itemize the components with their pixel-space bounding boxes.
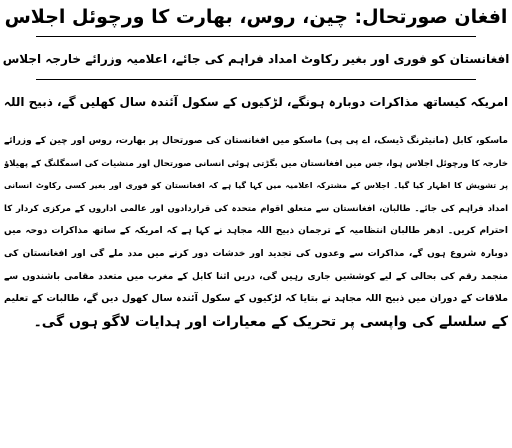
article-line: منجمد رقم کی بحالی کے لیے کوششیں جاری رہیں گی، دریں اثنا کابل کے مغرب میں متعدد مقامی باشندوں سے [4,271,508,282]
headline-title: افغان صورتحال: چین، روس، بھارت کا ورچوئل اجلاس [4,6,508,28]
headline-subtitle: افغانستان کو فوری اور بغیر رکاوٹ امداد فراہم کی جائے، اعلامیہ وزرائے خارجہ اجلاس [2,52,510,66]
article-line: پر تشویش کا اظہار کیا گیا۔ اجلاس کے مشترکہ اعلامیہ میں کہا گیا ہے کہ افغانستان کو فوری اور بغیر کسی رکاوٹ انسانی [4,181,508,191]
article-line: ماسکو، کابل (مانیٹرنگ ڈیسک، اے پی پی) ماسکو میں افغانستان کی صورتحال پر بھارت، روس اور چین کے وزرائے [4,136,508,146]
article-line: کے سلسلے کی واپسی پر تحریک کے معیارات اور ہدایات لاگو ہوں گی۔ [33,313,508,330]
article-line: احترام کریں۔ ادھر طالبان انتظامیہ کے ترجمان ذبیح اللہ مجاہد نے کہا ہے کہ امریکہ کے ساتھ مذاکرات دوحہ میں [4,226,508,237]
article-body [4,130,508,333]
article-line: امداد فراہم کی جائے۔ طالبان، افغانستان سے متعلق اقوام متحدہ کی قراردادوں اور عالمی اداروں کے مرکزی کردار کا [4,203,508,214]
article-line: دوبارہ شروع ہوں گے، مذاکرات سے وعدوں کی تجدید اور خدشات دور کرنے میں مدد ملے گی اور افغانستان کی [4,248,508,259]
article-line: خارجہ کا ورچوئل اجلاس ہوا، جس میں افغانستان میں بگڑتی ہوئی انسانی صورتحال اور منشیات کی اسمگلنگ کے پھیلاؤ [4,158,508,169]
article-line: ملاقات کے دوران میں ذبیح اللہ مجاہد نے بتایا کہ لڑکیوں کے سکول آئندہ سال کھول دیں گے، طالبات کے تعلیم [4,293,508,305]
headline-deck: امریکہ کیساتھ مذاکرات دوبارہ ہونگے، لڑکیوں کے سکول آئندہ سال کھلیں گے، ذبیح اللہ [3,95,509,109]
divider-middle [36,79,476,80]
divider-top [36,36,476,37]
